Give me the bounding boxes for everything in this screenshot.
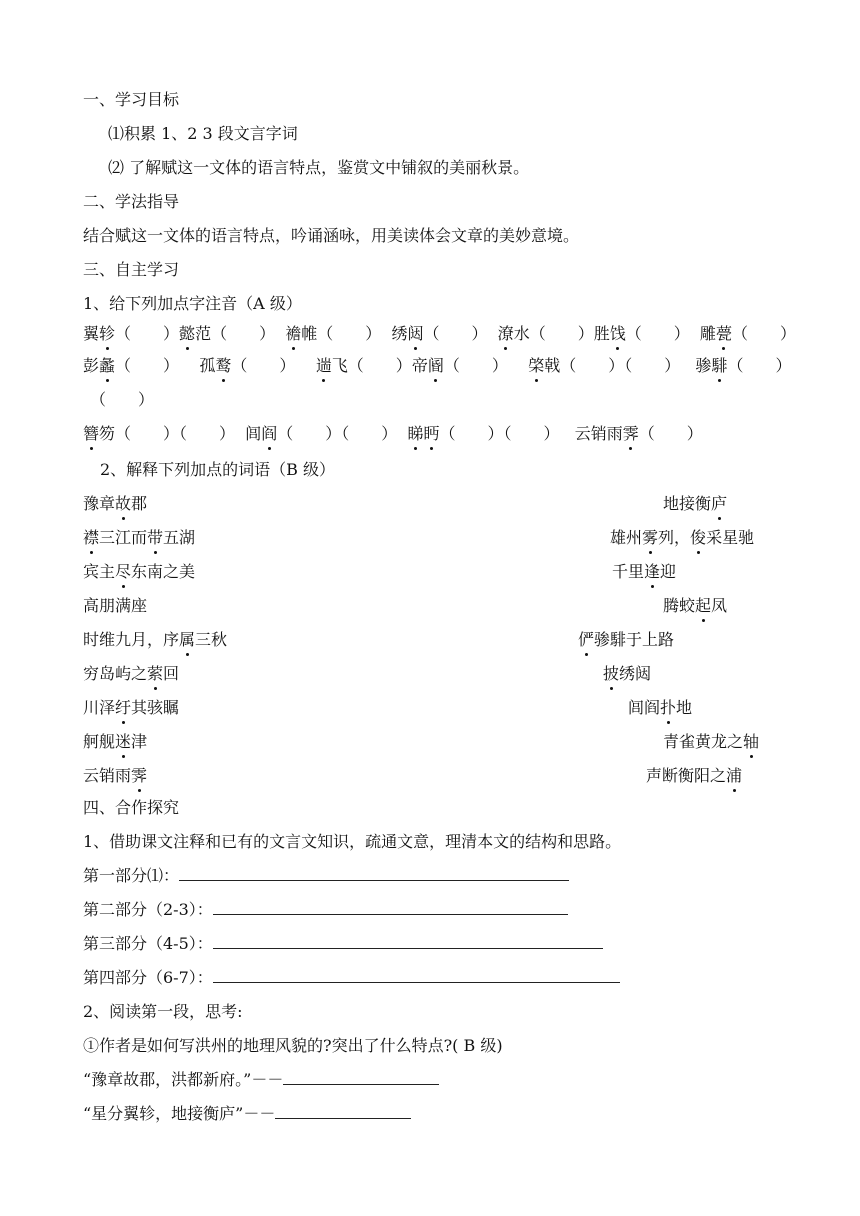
dotted-char: 翼 bbox=[83, 324, 100, 343]
answer-blank[interactable]: （ ） bbox=[731, 324, 796, 343]
vocab-phrase bbox=[612, 562, 676, 582]
phrase-part: 浦 bbox=[726, 766, 742, 785]
phrase-part: 高朋满座 bbox=[83, 596, 148, 615]
vocab-phrase bbox=[628, 698, 692, 718]
dotted-char: 遄 bbox=[316, 356, 332, 375]
dotted-char: 簪 bbox=[83, 424, 99, 443]
phrase-part: 带 bbox=[147, 528, 163, 547]
vocab-phrase bbox=[646, 766, 742, 786]
vocab-phrase bbox=[663, 494, 727, 514]
part-2-blank[interactable] bbox=[213, 900, 568, 915]
vocab-phrase bbox=[83, 766, 147, 786]
phrase-part: 宾主 bbox=[83, 562, 116, 581]
phrase-part: 雾 bbox=[642, 528, 658, 547]
pinyin-row-1 bbox=[83, 324, 796, 344]
reading-subquestion: ①作者是如何写洪州的地理风貌的?突出了什么特点?( B 级) bbox=[83, 1036, 503, 1055]
vocab-phrase bbox=[663, 732, 759, 752]
dotted-char: 云销雨 bbox=[574, 424, 623, 443]
dotted-char: 睇 bbox=[407, 424, 423, 443]
vocab-phrase bbox=[83, 698, 179, 718]
dotted-char: 彭 bbox=[83, 356, 100, 375]
part-3-label: 第三部分（4-5）： bbox=[83, 934, 213, 953]
quote-2-blank[interactable] bbox=[275, 1104, 411, 1119]
vocab-phrase bbox=[83, 596, 147, 616]
phrase-part: 津 bbox=[131, 732, 148, 751]
phrase-part: 穷岛屿之 bbox=[83, 664, 148, 683]
section-heading-goals: 一、学习目标 bbox=[83, 90, 180, 109]
dotted-char: 闼 bbox=[407, 324, 423, 343]
phrase-part: 列， bbox=[658, 528, 691, 547]
answer-blank[interactable]: （ ） bbox=[638, 424, 703, 443]
phrase-part: 萦 bbox=[147, 664, 163, 683]
answer-blank[interactable]: 范（ ） bbox=[195, 324, 276, 343]
vocab-phrase bbox=[83, 630, 227, 650]
vocab-phrase bbox=[83, 732, 147, 752]
phrase-part: 三秋 bbox=[195, 630, 228, 649]
phrase-part: 三江而 bbox=[99, 528, 148, 547]
phrase-part: 时维九月，序 bbox=[83, 630, 180, 649]
answer-blank[interactable]: （ ） bbox=[625, 324, 690, 343]
answer-blank[interactable]: （ ）（ ） bbox=[439, 424, 560, 443]
goal-2: ⑵ 了解赋这一文体的语言特点，鉴赏文中铺叙的美丽秋景。 bbox=[108, 158, 530, 177]
part-4-blank[interactable] bbox=[213, 968, 620, 983]
dotted-char: 懿 bbox=[179, 324, 195, 343]
phrase-part: 采星驰 bbox=[706, 528, 755, 547]
phrase-part: 其骇瞩 bbox=[131, 698, 180, 717]
dotted-char: 雕 bbox=[699, 324, 716, 343]
phrase-part: 地接衡 bbox=[663, 494, 712, 513]
phrase-part: 庐 bbox=[711, 494, 727, 513]
pinyin-row-3 bbox=[83, 424, 703, 444]
quote-1: “豫章故郡，洪都新府。”－－ bbox=[83, 1070, 284, 1089]
phrase-part: 川泽 bbox=[83, 698, 116, 717]
answer-blank[interactable]: （ ）（ ） bbox=[277, 424, 398, 443]
vocab-phrase bbox=[83, 528, 195, 548]
part-1-blank[interactable] bbox=[179, 866, 569, 881]
vocab-phrase bbox=[83, 562, 195, 582]
phrase-part: 襟 bbox=[83, 528, 99, 547]
dotted-char: 绣 bbox=[391, 324, 408, 343]
phrase-part: 纡 bbox=[115, 698, 131, 717]
dotted-char: 闾 bbox=[245, 424, 262, 443]
pinyin-row-2 bbox=[83, 356, 792, 376]
question-2-label: 2、解释下列加点的词语（B 级） bbox=[100, 460, 336, 479]
dotted-char: 襜 bbox=[285, 324, 301, 343]
phrase-part: 骖騑于上路 bbox=[594, 630, 675, 649]
phrase-part: 千里 bbox=[612, 562, 645, 581]
vocab-phrase bbox=[83, 664, 179, 684]
vocab-phrase bbox=[663, 596, 727, 616]
phrase-part: 东南之美 bbox=[131, 562, 196, 581]
part-2-label: 第二部分（2-3）： bbox=[83, 900, 213, 919]
dotted-char: 蠡 bbox=[99, 356, 115, 375]
phrase-part: 俊 bbox=[690, 528, 706, 547]
phrase-part: 声断衡阳之 bbox=[646, 766, 727, 785]
part-3-row bbox=[83, 934, 603, 954]
structure-question: 1、借助课文注释和已有的文言文知识，疏通文意，理清本文的结构和思路。 bbox=[83, 832, 622, 851]
dotted-char: 孤 bbox=[199, 356, 216, 375]
method-text: 结合赋这一文体的语言特点，吟诵涵咏，用美读体会文章的美妙意境。 bbox=[83, 226, 580, 245]
answer-blank[interactable]: （ ） bbox=[443, 356, 508, 375]
quote-1-blank[interactable] bbox=[283, 1070, 439, 1085]
phrase-part: 尽 bbox=[115, 562, 131, 581]
answer-blank[interactable]: 帷（ ） bbox=[301, 324, 382, 343]
reading-question: 2、阅读第一段，思考: bbox=[83, 1002, 243, 1021]
dotted-char: 骖 bbox=[695, 356, 712, 375]
dotted-char: 胜 bbox=[593, 324, 610, 343]
part-2-row bbox=[83, 900, 568, 920]
dotted-char: 戟 bbox=[544, 356, 561, 375]
phrase-part: 绣闼 bbox=[619, 664, 652, 683]
answer-blank[interactable]: （ ） bbox=[423, 324, 488, 343]
dotted-char: 轸 bbox=[99, 324, 115, 343]
part-1-row bbox=[83, 866, 569, 886]
dotted-char: 阎 bbox=[261, 424, 277, 443]
phrase-part: 凤 bbox=[711, 596, 728, 615]
part-1-label: 第一部分⑴： bbox=[83, 866, 180, 885]
section-heading-cooperate: 四、合作探究 bbox=[83, 798, 180, 817]
phrase-part: 轴 bbox=[743, 732, 759, 751]
phrase-part: 腾蛟 bbox=[663, 596, 696, 615]
answer-blank[interactable]: （ ）（ ） bbox=[115, 424, 236, 443]
phrase-part: 雄州 bbox=[610, 528, 643, 547]
quote-2-row bbox=[83, 1104, 411, 1124]
answer-blank[interactable]: 飞（ ） bbox=[331, 356, 412, 375]
phrase-part: 起 bbox=[695, 596, 711, 615]
part-3-blank[interactable] bbox=[213, 934, 603, 949]
phrase-part: 回 bbox=[163, 664, 180, 683]
answer-blank[interactable]: （ ） bbox=[727, 356, 792, 375]
dotted-char: 帝 bbox=[411, 356, 428, 375]
dotted-char: 霁 bbox=[623, 424, 639, 443]
dotted-char: 潦 bbox=[498, 324, 514, 343]
section-heading-method: 二、学法指导 bbox=[83, 192, 180, 211]
dotted-char: 笏 bbox=[99, 424, 116, 443]
phrase-part: 五湖 bbox=[163, 528, 196, 547]
part-4-label: 第四部分（6-7）： bbox=[83, 968, 213, 987]
dotted-char: 饯 bbox=[610, 324, 626, 343]
dotted-char: 棨 bbox=[528, 356, 544, 375]
phrase-part: 霁 bbox=[131, 766, 147, 785]
answer-blank[interactable]: 水（ ） bbox=[513, 324, 594, 343]
part-4-row bbox=[83, 968, 620, 988]
dotted-char: 甍 bbox=[716, 324, 732, 343]
phrase-part: 属 bbox=[179, 630, 195, 649]
goal-1: ⑴积累 1、2 3 段文言字词 bbox=[108, 124, 298, 143]
phrase-part: 闾阎 bbox=[628, 698, 661, 717]
section-heading-self-study: 三、自主学习 bbox=[83, 260, 180, 279]
phrase-part: 郡 bbox=[131, 494, 148, 513]
quote-2: “星分翼轸，地接衡庐”－－ bbox=[83, 1104, 276, 1123]
answer-blank[interactable]: （ ）（ ） bbox=[560, 356, 681, 375]
dotted-char: 眄 bbox=[423, 424, 439, 443]
vocab-phrase bbox=[603, 664, 651, 684]
phrase-part: 迎 bbox=[660, 562, 677, 581]
vocab-phrase bbox=[83, 494, 147, 514]
quote-1-row bbox=[83, 1070, 439, 1090]
phrase-part: 舸舰 bbox=[83, 732, 116, 751]
answer-blank[interactable]: （ ） bbox=[115, 324, 180, 343]
answer-blank[interactable]: （ ） bbox=[231, 356, 296, 375]
phrase-part: 豫章 bbox=[83, 494, 116, 513]
phrase-part: 俨 bbox=[578, 630, 594, 649]
dotted-char: 阍 bbox=[428, 356, 444, 375]
answer-blank[interactable]: （ ） bbox=[115, 356, 180, 375]
question-1-label: 1、给下列加点字注音（A 级） bbox=[83, 294, 302, 313]
answer-blank[interactable]: （ ） bbox=[90, 390, 155, 409]
phrase-part: 地 bbox=[676, 698, 693, 717]
vocab-phrase bbox=[610, 528, 754, 548]
phrase-part: 云销雨 bbox=[83, 766, 132, 785]
dotted-char: 鹜 bbox=[215, 356, 231, 375]
phrase-part: 青雀黄龙之 bbox=[663, 732, 744, 751]
phrase-part: 迷 bbox=[115, 732, 131, 751]
phrase-part: 披 bbox=[603, 664, 619, 683]
phrase-part: 扑 bbox=[660, 698, 676, 717]
vocab-phrase bbox=[578, 630, 674, 650]
dotted-char: 騑 bbox=[712, 356, 728, 375]
phrase-part: 故 bbox=[115, 494, 131, 513]
phrase-part: 逢 bbox=[644, 562, 660, 581]
